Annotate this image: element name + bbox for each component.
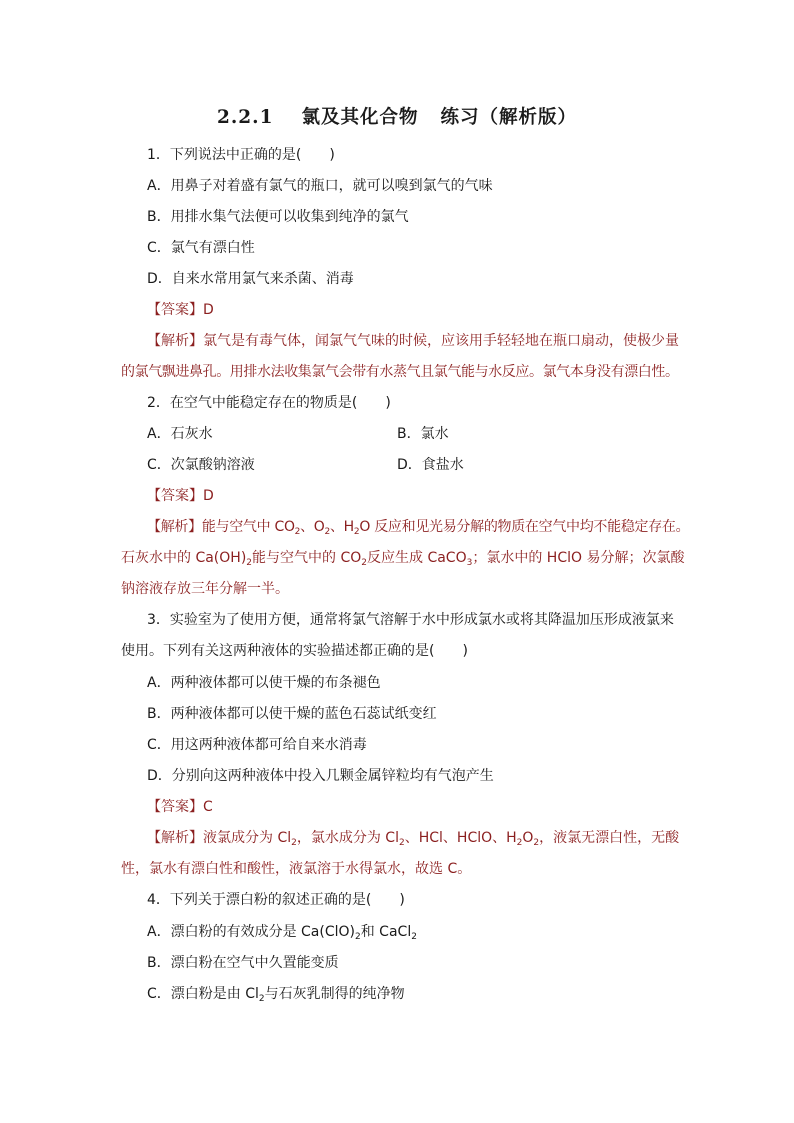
q2-option-c: C．次氯酸钠溶液 bbox=[147, 457, 255, 473]
q2-answer: 【答案】D bbox=[147, 488, 214, 504]
q2-option-d: D．食盐水 bbox=[397, 457, 464, 473]
q1-stem: 1．下列说法中正确的是( ) bbox=[147, 147, 335, 163]
q2-options-row-1 bbox=[147, 424, 707, 444]
q1-option-a: A．用鼻子对着盛有氯气的瓶口，就可以嗅到氯气的气味 bbox=[147, 178, 493, 194]
q3-stem-line-2: 使用。下列有关这两种液体的实验描述都正确的是( ) bbox=[121, 643, 468, 659]
q1-option-d: D．自来水常用氯气来杀菌、消毒 bbox=[147, 271, 354, 287]
q2-stem: 2．在空气中能稳定存在的物质是( ) bbox=[147, 395, 391, 411]
q4-option-c: C．漂白粉是由 $Cl_2$与石灰乳制得的纯净物 bbox=[147, 986, 405, 1004]
q2-option-b: B．氯水 bbox=[397, 426, 449, 442]
q4-option-a: A．漂白粉的有效成分是 $Ca(ClO)_2$和 CaCl$_2$ bbox=[147, 924, 417, 942]
q3-analysis-line-1: 【解析】液氯成分为 $Cl_2$，氯水成分为 $Cl_2$、HCl、HClO、$H_2O_2$，液氯无漂白性，无酸 bbox=[147, 830, 680, 848]
q1-answer bbox=[147, 300, 707, 320]
q2-analysis-line-3: 钠溶液存放三年分解一半。 bbox=[121, 581, 289, 597]
q3-option-a: A．两种液体都可以使干燥的布条褪色 bbox=[147, 675, 381, 691]
q4-stem: 4．下列关于漂白粉的叙述正确的是( ) bbox=[147, 892, 405, 908]
q1-option-b: B．用排水集气法便可以收集到纯净的氯气 bbox=[147, 209, 409, 225]
answer-tag: 【答案】 bbox=[147, 302, 203, 318]
q2-analysis-line-1: 【解析】能与空气中 $CO_2$、$O_2$、$H_2O$ 反应和见光易分解的物质在空气中均不能稳定存在。 bbox=[147, 519, 690, 537]
q3-analysis-line-2: 性，氯水有漂白性和酸性，液氯溶于水得氯水，故选 C。 bbox=[121, 861, 472, 877]
q3-stem-line-1: 3．实验室为了使用方便，通常将氯气溶解于水中形成氯水或将其降温加压形成液氯来 bbox=[147, 612, 674, 628]
q1-option-c: C．氯气有漂白性 bbox=[147, 240, 255, 256]
q3-answer: 【答案】C bbox=[147, 799, 213, 815]
q2-option-a: A．石灰水 bbox=[147, 426, 213, 442]
q1-analysis-line-1: 【解析】氯气是有毒气体，闻氯气气味的时候，应该用手轻轻地在瓶口扇动，使极少量 bbox=[147, 333, 679, 349]
q3-option-d: D．分别向这两种液体中投入几颗金属锌粒均有气泡产生 bbox=[147, 768, 494, 784]
q1-analysis-line-2: 的氯气飘进鼻孔。用排水法收集氯气会带有水蒸气且氯气能与水反应。氯气本身没有漂白性。 bbox=[121, 364, 679, 380]
q4-option-b: B．漂白粉在空气中久置能变质 bbox=[147, 955, 339, 971]
analysis-tag: 【解析】 bbox=[147, 333, 203, 349]
q2-analysis-line-2: 石灰水中的 $Ca(OH)_2$能与空气中的 $CO_2$反应生成 CaCO$_3$；氯水中的 HClO 易分解；次氯酸 bbox=[121, 550, 685, 568]
page-title bbox=[0, 103, 794, 129]
q3-option-b: B．两种液体都可以使干燥的蓝色石蕊试纸变红 bbox=[147, 706, 437, 722]
q2-options-row-2 bbox=[147, 455, 707, 475]
answer-value: D bbox=[203, 302, 214, 318]
q3-option-c: C．用这两种液体都可给自来水消毒 bbox=[147, 737, 367, 753]
title-text: 氯及其化合物 bbox=[301, 107, 419, 128]
section-number: 2.2.1 bbox=[216, 107, 274, 128]
title-suffix: 练习（解析版） bbox=[440, 107, 578, 128]
